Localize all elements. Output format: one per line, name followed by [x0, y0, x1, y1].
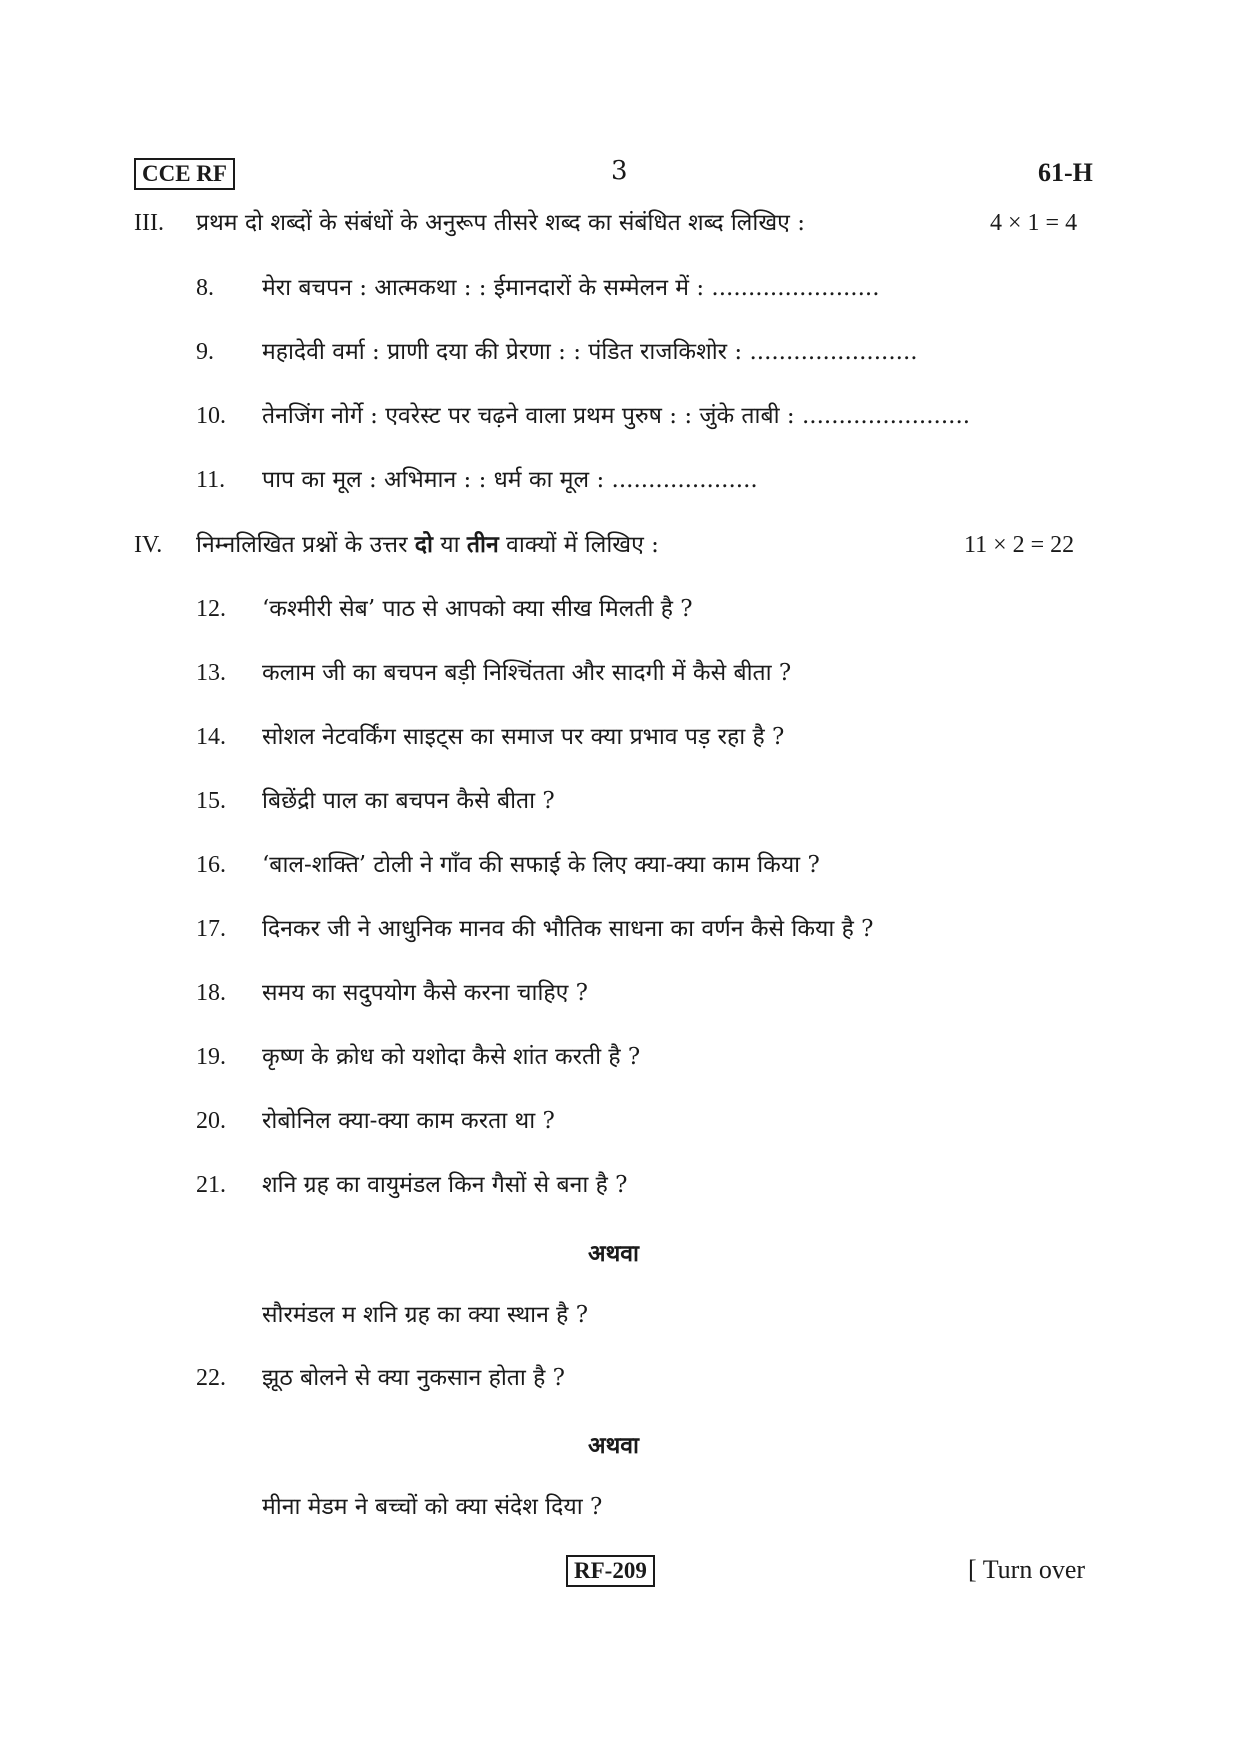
question-number: 8. — [196, 275, 214, 301]
question-text: मेरा बचपन : आत्मकथा : : ईमानदारों के सम्मेलन में : ....................... — [262, 275, 880, 301]
alternate-question-text: सौरमंडल म शनि ग्रह का क्या स्थान है ? — [262, 1302, 589, 1328]
or-label: अथवा — [588, 1240, 640, 1267]
section-3-number: III. — [134, 210, 164, 236]
paper-code: 61-H — [1038, 158, 1093, 187]
or-label: अथवा — [588, 1432, 640, 1459]
question-number: 17. — [196, 916, 226, 942]
page-number: 3 — [611, 156, 628, 186]
instruction-bold-two: दो — [414, 531, 433, 558]
question-number: 16. — [196, 852, 226, 878]
question-number: 10. — [196, 403, 226, 429]
question-number: 11. — [196, 467, 226, 493]
cce-rf-code: CCE RF — [134, 158, 235, 190]
section-4-instruction — [196, 530, 659, 560]
question-number: 14. — [196, 724, 226, 750]
question-number: 19. — [196, 1044, 226, 1070]
question-text: रोबोनिल क्या-क्या काम करता था ? — [262, 1108, 555, 1134]
question-text: समय का सदुपयोग कैसे करना चाहिए ? — [262, 980, 588, 1006]
instruction-text: वाक्यों में लिखिए : — [498, 532, 659, 558]
question-number: 21. — [196, 1172, 226, 1198]
question-number: 15. — [196, 788, 226, 814]
question-text: झूठ बोलने से क्या नुकसान होता है ? — [262, 1365, 566, 1391]
turn-over-label: [ Turn over — [968, 1555, 1086, 1584]
instruction-text: या — [432, 532, 467, 558]
footer-code: RF-209 — [566, 1555, 655, 1587]
section-4-number: IV. — [134, 532, 163, 558]
instruction-bold-three: तीन — [466, 531, 499, 558]
question-text: ‘बाल-शक्ति’ टोली ने गाँव की सफाई के लिए क्या-क्या काम किया ? — [262, 852, 820, 878]
section-3-marks: 4 × 1 = 4 — [990, 210, 1078, 236]
question-number: 13. — [196, 660, 226, 686]
question-number: 20. — [196, 1108, 226, 1134]
question-text: महादेवी वर्मा : प्राणी दया की प्रेरणा : : पंडित राजकिशोर : ....................... — [262, 339, 918, 365]
question-text: ‘कश्मीरी सेब’ पाठ से आपको क्या सीख मिलती है ? — [262, 596, 693, 622]
question-number: 12. — [196, 596, 226, 622]
question-text: शनि ग्रह का वायुमंडल किन गैसों से बना है ? — [262, 1172, 628, 1198]
section-4-marks: 11 × 2 = 22 — [964, 532, 1075, 558]
question-text: दिनकर जी ने आधुनिक मानव की भौतिक साधना का वर्णन कैसे किया है ? — [262, 916, 874, 942]
question-text: कलाम जी का बचपन बड़ी निश्चिंतता और सादगी में कैसे बीता ? — [262, 660, 792, 686]
alternate-question-text: मीना मेडम ने बच्चों को क्या संदेश दिया ? — [262, 1494, 603, 1520]
question-text: पाप का मूल : अभिमान : : धर्म का मूल : .................... — [262, 467, 758, 493]
instruction-text: निम्नलिखित प्रश्नों के उत्तर — [196, 532, 415, 558]
question-text: कृष्ण के क्रोध को यशोदा कैसे शांत करती है ? — [262, 1044, 641, 1070]
section-3-instruction: प्रथम दो शब्दों के संबंधों के अनुरूप तीसरे शब्द का संबंधित शब्द लिखिए : — [196, 210, 805, 236]
question-text: तेनजिंग नोर्गे : एवरेस्ट पर चढ़ने वाला प्रथम पुरुष : : जुंके ताबी : ....................... — [262, 403, 971, 429]
question-number: 9. — [196, 339, 214, 365]
question-text: बिछेंद्री पाल का बचपन कैसे बीता ? — [262, 788, 555, 814]
question-number: 22. — [196, 1365, 226, 1391]
question-text: सोशल नेटवर्किंग साइट्स का समाज पर क्या प्रभाव पड़ रहा है ? — [262, 724, 785, 750]
question-number: 18. — [196, 980, 226, 1006]
